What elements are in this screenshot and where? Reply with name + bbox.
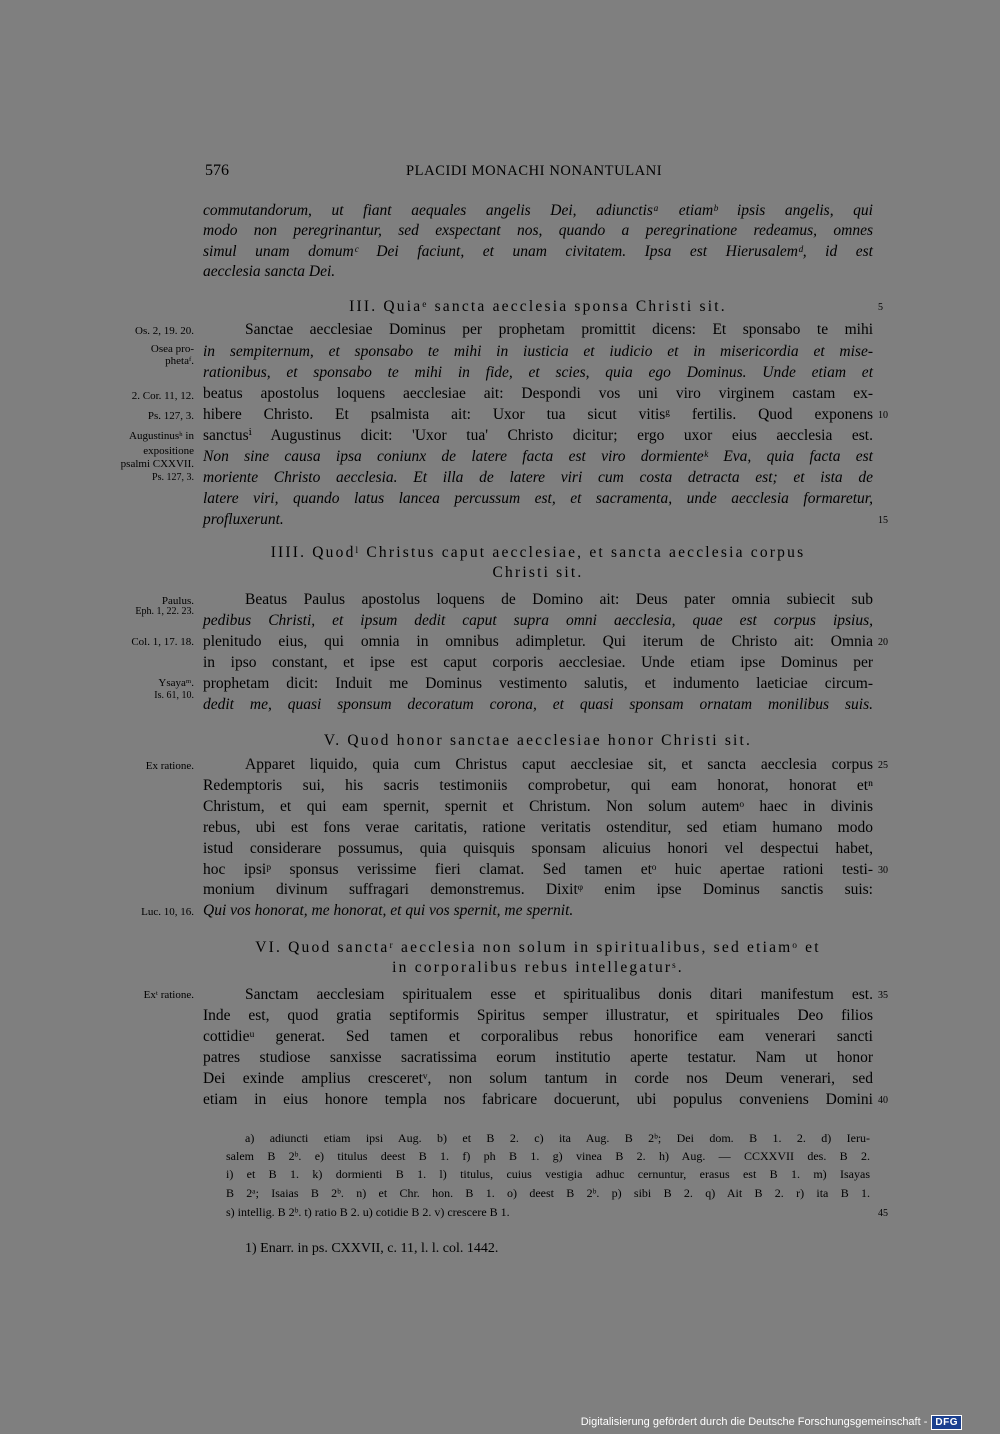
text-line: modo non peregrinantur, sed exspectant nos, quando a peregrinatione redeamus, omnes [203,222,873,239]
text-line: prophetam dicit: Induit me Dominus vestimento salutis, et indumento laeticiae circum- [203,675,873,692]
funding-credit[interactable] [581,1414,962,1430]
footnote-line: salem B 2ᵇ. e) titulus deest B 1. f) ph B 1. g) vinea B 2. h) Aug. — CCXXVII des. B 2. [226,1149,870,1163]
credit-text: Digitalisierung gefördert durch die Deutsche Forschungsgemeinschaft - [580,1416,928,1428]
margin-note: Osea pro- [150,343,194,355]
source-reference: 1) Enarr. in ps. CXXVII, c. 11, l. l. col. 1442. [245,1241,499,1256]
text-line: Sanctam aecclesiam spiritualem esse et spiritualibus donis ditari manifestum est. [245,986,873,1003]
margin-note: Ysayaᵐ. [158,677,194,689]
text-line: latere viri, quando latus lancea percussum est, et sacramenta, unde aecclesia formaretur, [203,490,873,507]
text-line: rebus, ubi est fons verae caritatis, ratione veritatis ostenditur, sed etiam humano modo [203,819,873,836]
text-line: hibere Christo. Et psalmista ait: Uxor tua sicut vitisᵍ fertilis. Quod exponens [203,406,873,423]
footnote-line: i) et B 1. k) dormienti B 1. l) titulus, cuius vestigia adhuc cernuntur, erasus est B 1. m) Isayas [226,1167,870,1181]
section-heading: III. Quiaᵉ sancta aecclesia sponsa Christi sit. [349,298,727,315]
text-line: Apparet liquido, quia cum Christus caput aecclesiae sit, et sancta aecclesia corpus [245,756,873,773]
margin-note: 2. Cor. 11, 12. [131,390,194,402]
section-heading: V. Quod honor sanctae aecclesiae honor Christi sit. [323,732,753,749]
section-heading: in corporalibus rebus intellegaturˢ. [392,959,684,976]
line-number: 20 [878,637,888,648]
footnote-line: B 2ᵃ; Isaias B 2ᵇ. n) et Chr. hon. B 1. o) deest B 2ᵇ. p) sibi B 2. q) Ait B 2. r) ita B 1. [226,1186,870,1200]
text-line: rationibus, et sponsabo te mihi in fide, et scies, quia ego Dominus. Unde etiam et [203,364,873,381]
text-line: simul unam domumᶜ Dei faciunt, et unam civitatem. Ipsa est Hierusalemᵈ, id est [203,243,873,260]
section-heading: VI. Quod sanctaʳ aecclesia non solum in spiritualibus, sed etiamᵒ et [255,939,821,956]
margin-note: expositione [143,445,194,457]
text-line: pedibus Christi, et ipsum dedit caput supra omni aecclesia, quae est corpus ipsius, [203,612,873,629]
margin-note: Col. 1, 17. 18. [131,636,194,648]
margin-note: Exᵗ ratione. [143,989,194,1001]
margin-note: phetaᶠ. [165,355,194,367]
line-number: 15 [878,515,888,526]
margin-note: psalmi CXXVII. [120,458,194,470]
line-number: 25 [878,760,888,771]
text-line: Beatus Paulus apostolus loquens de Domino ait: Deus pater omnia subiecit sub [245,591,873,608]
margin-note: Paulus. [161,595,194,607]
text-line: istud considerare possumus, quia quisquis sponsam alicuius honori vel despectui habet, [203,840,873,857]
line-number: 30 [878,865,888,876]
text-line: patres studiose sanxisse sacratissima eorum institutio aperte testatur. Nam ut honor [203,1049,873,1066]
margin-note: Augustinusʰ in [129,430,194,442]
footnote-line: s) intellig. B 2ᵇ. t) ratio B 2. u) cotidie B 2. v) crescere B 1. [226,1205,510,1219]
line-number: 5 [878,302,883,313]
text-line: monium divinum suffragari demonstremus. Dixitᵠ enim ipse Dominus sanctis suis: [203,881,873,898]
section-heading: Christi sit. [492,564,584,581]
text-line: Non sine causa ipsa coniunx de latere facta est viro dormienteᵏ Eva, quia facta est [203,448,873,465]
footnote-line: a) adiuncti etiam ipsi Aug. b) et B 2. c) ita Aug. B 2ᵇ; Dei dom. B 1. 2. d) Ieru- [245,1131,870,1145]
text-line: profluxerunt. [203,511,284,528]
text-line: Inde est, quod gratia septiformis Spiritus semper illustratur, et spirituales Deo filios [203,1007,873,1024]
page-number: 576 [205,162,229,179]
text-line: etiam in eius honore templa nos fabricare docuerunt, ubi populus conveniens Domini [203,1091,873,1108]
text-line: Qui vos honorat, me honorat, et qui vos spernit, me spernit. [203,902,574,919]
dfg-logo: DFG [931,1415,962,1430]
text-line: in sempiternum, et sponsabo te mihi in iusticia et iudicio et in misericordia et mise- [203,343,873,360]
text-line: aecclesia sancta Dei. [203,263,336,280]
text-line: Christum, et qui eam spernit, spernit et Christum. Non solum autemᵒ haec in divinis [203,798,873,815]
margin-note: Ps. 127, 3. [152,472,194,483]
margin-note: Luc. 10, 16. [141,906,194,918]
line-number: 10 [878,410,888,421]
text-line: moriente Christo aecclesia. Et illa de latere viri cum costa detracta est; et ista de [203,469,873,486]
margin-note: Ex ratione. [145,760,194,772]
line-number: 45 [878,1208,888,1219]
text-line: in ipso constant, et ipse est caput corporis aecclesiae. Unde etiam ipse Dominus per [203,654,873,671]
section-heading: IIII. Quodˡ Christus caput aecclesiae, et sancta aecclesia corpus [270,544,806,561]
text-line: Dei exinde amplius cresceretᵛ, non solum tantum in corde nos Deum venerari, sed [203,1070,873,1087]
text-line: sanctusⁱ Augustinus dicit: 'Uxor tua' Christo dicitur; ergo uxor eius aecclesia est. [203,427,873,444]
margin-note: Is. 61, 10. [154,690,194,701]
line-number: 35 [878,990,888,1001]
text-line: dedit me, quasi sponsum decoratum corona, et quasi sponsam ornatam monilibus suis. [203,696,873,713]
text-line: Sanctae aecclesiae Dominus per prophetam promittit dicens: Et sponsabo te mihi [245,321,873,338]
line-number: 40 [878,1095,888,1106]
margin-note: Os. 2, 19. 20. [135,325,194,337]
margin-note: Eph. 1, 22. 23. [135,606,194,617]
margin-note: Ps. 127, 3. [147,410,194,422]
text-line: plenitudo eius, qui omnia in omnibus adimpletur. Qui iterum de Christo ait: Omnia [203,633,873,650]
running-title: PLACIDI MONACHI NONANTULANI [406,163,663,179]
text-line: beatus apostolus loquens aecclesiae ait: Despondi vos uni viro virginem castam ex- [203,385,873,402]
text-line: Redemptoris sui, his sacris testimoniis comprobetur, qui eam honorat, honorat etⁿ [203,777,873,794]
text-line: hoc ipsiᵖ sponsus verissime fieri clamat. Sed tamen etᵒ huic apertae rationi testi- [203,861,873,878]
text-line: commutandorum, ut fiant aequales angelis Dei, adiunctisᵃ etiamᵇ ipsis angelis, qui [203,202,873,219]
text-line: cottidieᵘ generat. Sed tamen et corporalibus rebus honorifice eam venerari sancti [203,1028,873,1045]
